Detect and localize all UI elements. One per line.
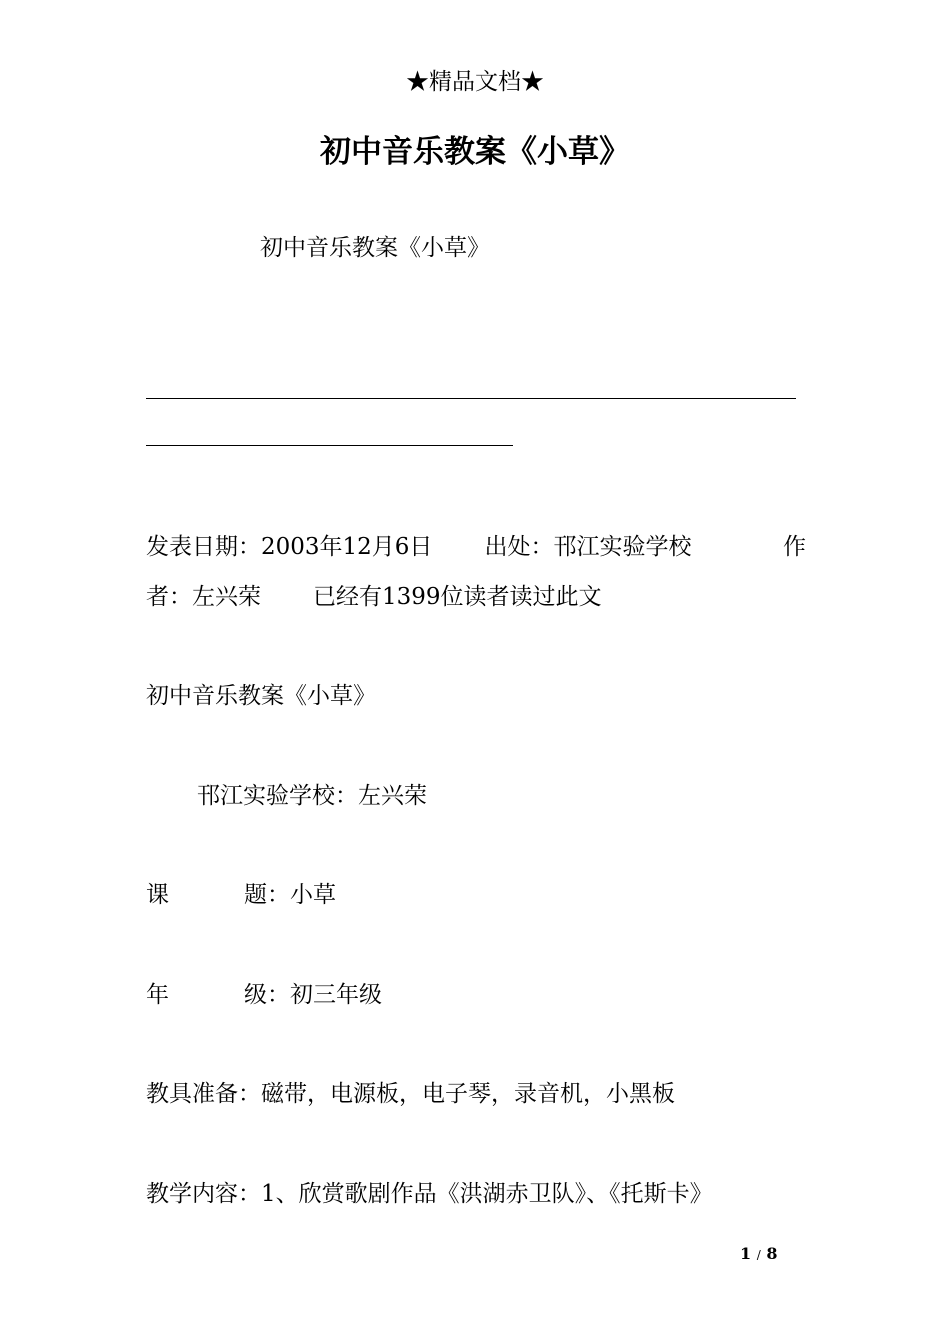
page-separator: / xyxy=(756,1248,761,1262)
page-current: 1 xyxy=(740,1244,752,1263)
readers-count-text: 已经有1399位读者读过此文 xyxy=(313,584,602,610)
header-mark: ★精品文档★ xyxy=(406,69,544,95)
tools-key: 教具准备： xyxy=(146,1081,261,1107)
lesson-key-1: 课 xyxy=(146,882,169,908)
tools-value: 磁带，电源板，电子琴，录音机，小黑板 xyxy=(261,1081,675,1107)
date-value: 2003年12月6日 xyxy=(261,534,433,560)
source-label: 出处： xyxy=(484,534,554,560)
lesson-value: 小草 xyxy=(290,882,336,908)
lesson-key-2: 题： xyxy=(244,882,290,908)
source-value: 邗江实验学校 xyxy=(553,534,692,560)
grade-field xyxy=(146,979,382,1011)
author-value: 左兴荣 xyxy=(192,584,261,610)
tools-field xyxy=(146,1078,675,1110)
author-label-end: 者： xyxy=(146,584,192,610)
paragraph-title: 初中音乐教案《小草》 xyxy=(146,683,376,709)
meta-line-continued xyxy=(146,581,602,613)
page-number xyxy=(740,1244,777,1265)
lesson-field xyxy=(146,879,336,911)
divider-line-short xyxy=(146,445,513,446)
document-subtitle: 初中音乐教案《小草》 xyxy=(260,235,490,261)
page-total: 8 xyxy=(766,1244,778,1263)
content-field xyxy=(146,1178,713,1210)
grade-value: 初三年级 xyxy=(290,982,382,1008)
content-value: 1、欣赏歌剧作品《洪湖赤卫队》、《托斯卡》 xyxy=(261,1181,713,1207)
content-key: 教学内容： xyxy=(146,1181,261,1207)
date-label: 发表日期： xyxy=(146,534,261,560)
author-label-start: 作 xyxy=(783,534,806,560)
divider-line xyxy=(146,398,796,399)
document-title: 初中音乐教案《小草》 xyxy=(320,134,630,170)
grade-key-2: 级： xyxy=(244,982,290,1008)
meta-line xyxy=(146,531,806,563)
school-author: 邗江实验学校：左兴荣 xyxy=(197,783,427,809)
grade-key-1: 年 xyxy=(146,982,169,1008)
